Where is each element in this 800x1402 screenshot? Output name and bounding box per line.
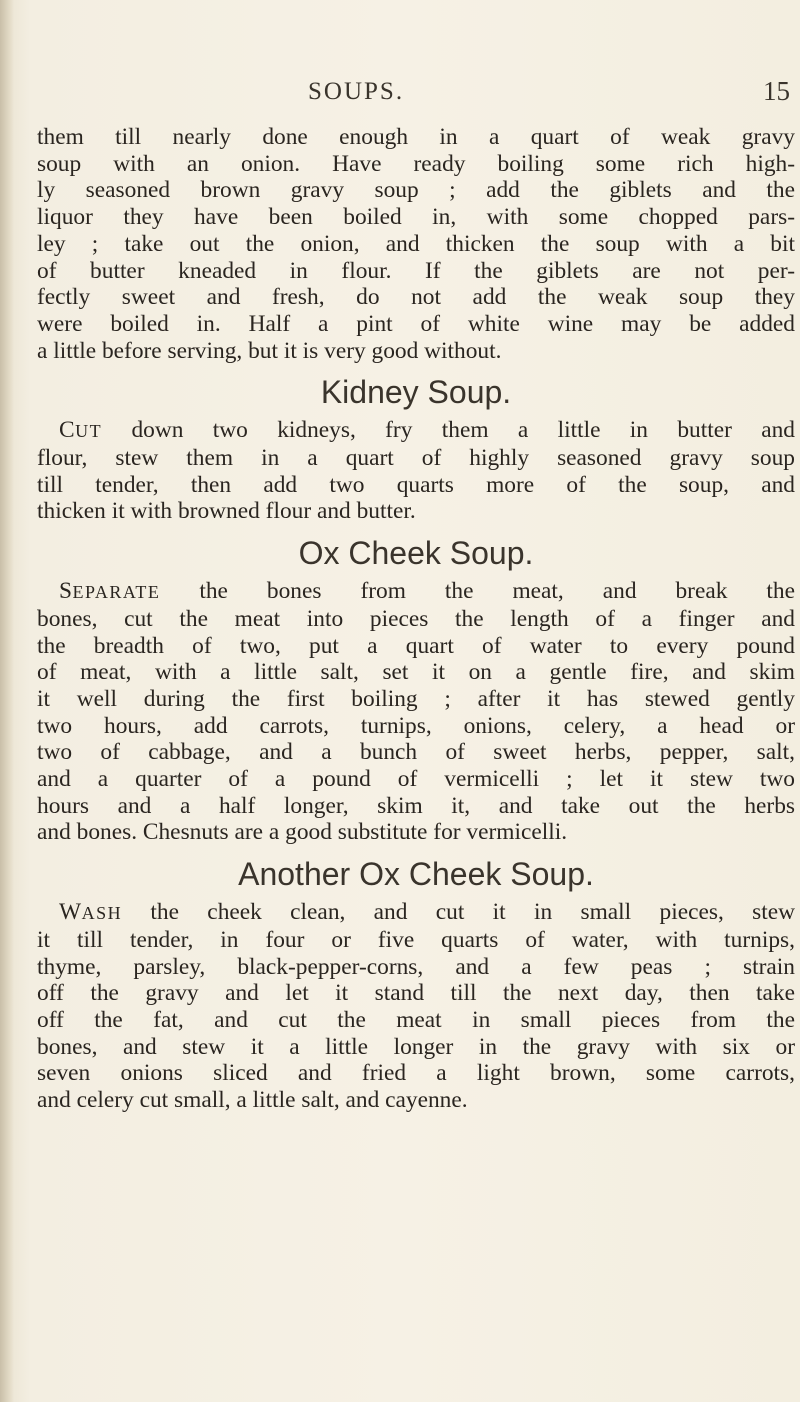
recipe-heading-kidney-soup: Kidney Soup. xyxy=(320,374,512,411)
text-line: off the gravy and let it stand till the next day, then take xyxy=(37,980,795,1007)
recipe-heading-ox-cheek-soup: Ox Cheek Soup. xyxy=(298,535,534,572)
continuation-paragraph xyxy=(37,124,795,364)
text-line: fectly sweet and fresh, do not add the weak soup they xyxy=(37,284,795,311)
text-line: flour, stew them in a quart of highly seasoned gravy soup xyxy=(37,445,795,472)
initial-cap: W xyxy=(59,899,82,926)
recipe-paragraph-ox-cheek-soup xyxy=(37,578,795,846)
small-caps-word: EPARATE xyxy=(72,582,161,603)
text-line: two hours, add carrots, turnips, onions, celery, a head or xyxy=(37,712,795,739)
text-line: of meat, with a little salt, set it on a gentle fire, and skim xyxy=(37,659,795,686)
initial-cap: S xyxy=(59,578,73,605)
text-line: bones, cut the meat into pieces the length of a finger and xyxy=(37,605,795,632)
text-line: and celery cut small, a little salt, and cayenne. xyxy=(37,1087,468,1114)
text-line: thyme, parsley, black-pepper-corns, and a few peas ; strain xyxy=(37,953,795,980)
recipe-heading-another-ox-cheek-soup: Another Ox Cheek Soup. xyxy=(238,856,594,893)
page-header xyxy=(36,76,796,116)
text-line: a little before serving, but it is very good without. xyxy=(37,337,502,364)
text-line: the breadth of two, put a quart of water to every pound xyxy=(37,632,795,659)
small-caps-word: ASH xyxy=(81,903,123,924)
text-line-rest: down two kidneys, fry them a little in butter and xyxy=(102,417,795,444)
running-head: SOUPS. xyxy=(308,78,405,105)
text-line-rest: the bones from the meat, and break the xyxy=(160,578,795,605)
text-body xyxy=(37,124,795,1114)
page-number: 15 xyxy=(763,76,790,106)
text-line: bones, and stew it a little longer in the gravy with six or xyxy=(37,1033,795,1060)
text-line xyxy=(37,417,795,445)
text-line: soup with an onion. Have ready boiling some rich high- xyxy=(37,150,795,177)
initial-cap: C xyxy=(59,417,76,444)
small-caps-word: UT xyxy=(75,421,103,442)
recipe-paragraph-kidney-soup xyxy=(37,417,795,525)
text-line: liquor they have been boiled in, with some chopped pars- xyxy=(37,204,795,231)
gutter-shadow xyxy=(0,0,14,1402)
text-line: off the fat, and cut the meat in small pieces from the xyxy=(37,1006,795,1033)
recipe-paragraph-another-ox-cheek-soup xyxy=(37,899,795,1114)
text-line: seven onions sliced and fried a light brown, some carrots, xyxy=(37,1060,795,1087)
text-line: hours and a half longer, skim it, and take out the herbs xyxy=(37,792,795,819)
text-line: of butter kneaded in flour. If the giblets are not per- xyxy=(37,257,795,284)
text-line xyxy=(37,899,795,927)
text-line: were boiled in. Half a pint of white wine may be added xyxy=(37,310,795,337)
text-line: and bones. Chesnuts are a good substitute for vermicelli. xyxy=(37,819,568,846)
text-line: two of cabbage, and a bunch of sweet herbs, pepper, salt, xyxy=(37,739,795,766)
text-line: ley ; take out the onion, and thicken the soup with a bit xyxy=(37,230,795,257)
text-line: it till tender, in four or five quarts of water, with turnips, xyxy=(37,926,795,953)
text-line: them till nearly done enough in a quart of weak gravy xyxy=(37,124,795,150)
text-line: and a quarter of a pound of vermicelli ; let it stew two xyxy=(37,766,795,793)
text-line: ly seasoned brown gravy soup ; add the giblets and the xyxy=(37,177,795,204)
text-line: till tender, then add two quarts more of the soup, and xyxy=(37,471,795,498)
text-line: it well during the first boiling ; after it has stewed gently xyxy=(37,685,795,712)
text-line: thicken it with browned flour and butter. xyxy=(37,498,416,525)
text-line-rest: the cheek clean, and cut it in small pieces, stew xyxy=(122,899,795,926)
text-line xyxy=(37,578,795,606)
